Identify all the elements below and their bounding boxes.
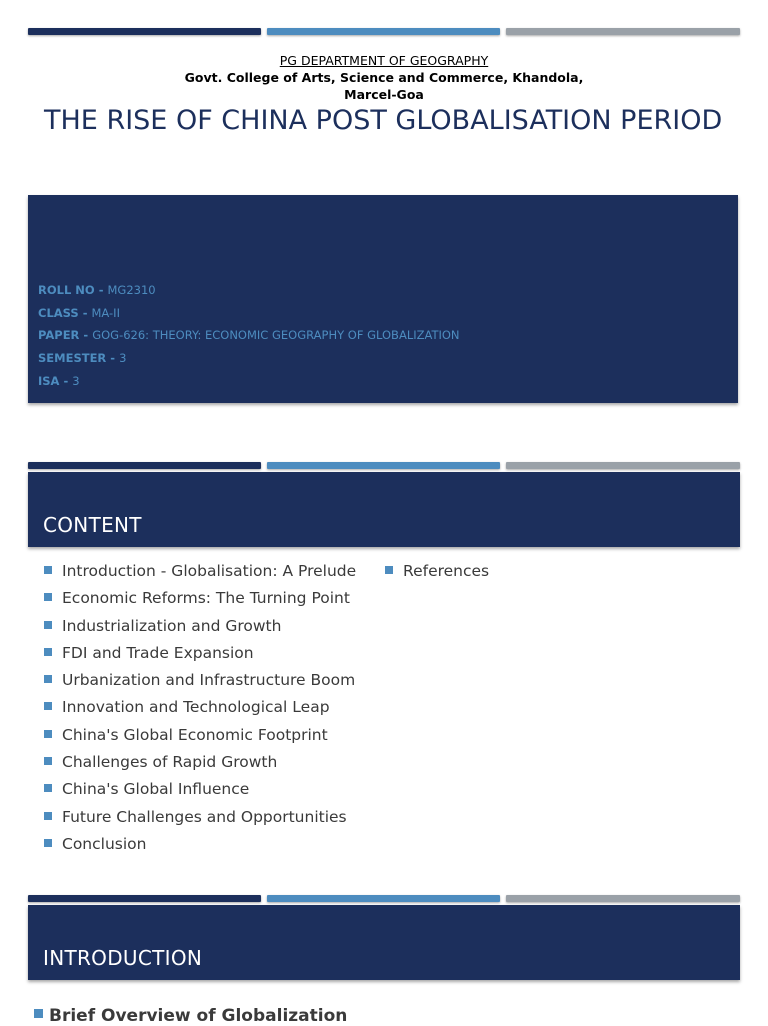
introduction-heading: INTRODUCTION <box>43 946 203 970</box>
square-bullet-icon <box>44 730 52 738</box>
list-item: Introduction - Globalisation: A Prelude <box>44 558 356 585</box>
list-item: Future Challenges and Opportunities <box>44 804 356 831</box>
list-item: References <box>385 558 489 585</box>
stripe-gray <box>506 28 740 35</box>
list-item: China's Global Influence <box>44 776 356 803</box>
department-name: PG DEPARTMENT OF GEOGRAPHY <box>279 53 489 68</box>
list-item: Challenges of Rapid Growth <box>44 749 356 776</box>
square-bullet-icon <box>44 812 52 820</box>
student-details-list <box>38 279 460 393</box>
square-bullet-icon <box>44 675 52 683</box>
stripe-blue <box>267 895 500 902</box>
square-bullet-icon <box>44 702 52 710</box>
square-bullet-icon <box>34 1009 43 1018</box>
square-bullet-icon <box>44 839 52 847</box>
list-item: FDI and Trade Expansion <box>44 640 356 667</box>
square-bullet-icon <box>44 757 52 765</box>
detail-roll-no: ROLL NO - MG2310 <box>38 283 156 297</box>
square-bullet-icon <box>44 593 52 601</box>
introduction-header-band <box>28 905 740 980</box>
stripe-gray <box>506 462 740 469</box>
slide1-stripe-bar <box>28 28 740 35</box>
college-line-2: Marcel-Goa <box>344 87 424 102</box>
stripe-gray <box>506 895 740 902</box>
list-item: Urbanization and Infrastructure Boom <box>44 667 356 694</box>
detail-paper: PAPER - GOG-626: THEORY: ECONOMIC GEOGRAPHY OF GLOBALIZATION <box>38 328 460 343</box>
slide3-stripe-bar <box>28 895 740 902</box>
stripe-blue <box>267 28 500 35</box>
content-header-band <box>28 472 740 547</box>
department-header <box>0 52 768 103</box>
slide2-stripe-bar <box>28 462 740 469</box>
student-info-box <box>28 195 738 403</box>
list-item: China's Global Economic Footprint <box>44 722 356 749</box>
square-bullet-icon <box>44 784 52 792</box>
content-heading: CONTENT <box>43 513 142 537</box>
overview-bullet: Brief Overview of Globalization <box>34 1006 347 1026</box>
slide-title: THE RISE OF CHINA POST GLOBALISATION PERIOD <box>44 105 723 136</box>
content-list-column-2 <box>385 558 489 585</box>
list-item: Economic Reforms: The Turning Point <box>44 585 356 612</box>
list-item: Innovation and Technological Leap <box>44 694 356 721</box>
detail-isa: ISA - 3 <box>38 373 80 388</box>
stripe-navy <box>28 462 261 469</box>
square-bullet-icon <box>385 566 393 574</box>
square-bullet-icon <box>44 621 52 629</box>
stripe-blue <box>267 462 500 469</box>
list-item: Conclusion <box>44 831 356 858</box>
stripe-navy <box>28 895 261 902</box>
list-item: Industrialization and Growth <box>44 613 356 640</box>
college-line-1: Govt. College of Arts, Science and Commerce, Khandola, <box>184 70 584 85</box>
square-bullet-icon <box>44 566 52 574</box>
detail-semester: SEMESTER - 3 <box>38 351 127 366</box>
detail-class: CLASS - MA-II <box>38 305 120 320</box>
square-bullet-icon <box>44 648 52 656</box>
content-list-column-1 <box>44 558 356 858</box>
stripe-navy <box>28 28 261 35</box>
